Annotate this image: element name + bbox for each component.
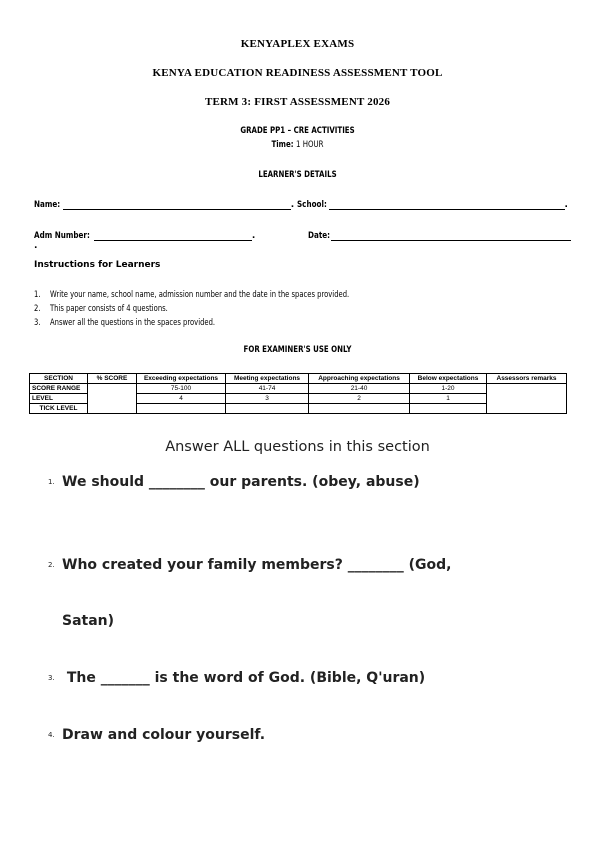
name-field[interactable] [63,200,291,210]
instructions-heading: Instructions for Learners [34,260,161,270]
table-cell: 1-20 [410,384,487,394]
question-text: We should ________ our parents. (obey, abuse) [62,474,420,490]
instruction-1: 1. Write your name, school name, admission number and the date in the spaces provided. [34,290,350,300]
exam-org-title: KENYAPLEX EXAMS [240,38,355,50]
school-label: School: [297,200,328,210]
table-cell: 3 [226,394,309,404]
tick-cell[interactable] [137,404,226,414]
grade-subject: GRADE PP1 – CRE ACTIVITIES [240,126,355,136]
table-cell: 1 [410,394,487,404]
question-2 [48,557,451,573]
assessment-tool-title: KENYA EDUCATION READINESS ASSESSMENT TOOL [152,67,443,79]
question-3 [48,670,425,686]
examiner-score-table [29,373,567,414]
learner-details-heading: LEARNER'S DETAILS [258,170,337,180]
school-field[interactable] [329,200,565,210]
percent-score-cell[interactable] [88,384,137,414]
table-header-cell: Meeting expectations [226,374,309,384]
table-header-cell: Below expectations [410,374,487,384]
table-cell: 21-40 [309,384,410,394]
question-text: The _______ is the word of God. (Bible, Q'uran) [62,670,426,686]
tick-cell[interactable] [226,404,309,414]
date-label: Date: [307,231,330,241]
question-2-continuation: Satan) [62,613,115,629]
table-header-cell: Approaching expectations [309,374,410,384]
tick-cell[interactable] [410,404,487,414]
question-1 [48,474,420,490]
row-label: TICK LEVEL [30,404,88,414]
name-label: Name: [34,200,61,210]
examiner-heading: FOR EXAMINER'S USE ONLY [243,345,352,355]
time-label: Time: [271,140,294,150]
question-number: 4. [48,731,55,739]
table-header-cell: Assessors remarks [487,374,567,384]
adm-number-label: Adm Number: [34,231,90,241]
table-cell: 41-74 [226,384,309,394]
tick-cell[interactable] [309,404,410,414]
question-text: Draw and colour yourself. [62,727,266,743]
table-cell: 75-100 [137,384,226,394]
time-value: 1 HOUR [296,140,324,150]
section-title: Answer ALL questions in this section [165,439,430,455]
table-cell: 2 [309,394,410,404]
date-field[interactable] [331,231,571,241]
table-cell: 4 [137,394,226,404]
adm-number-field[interactable] [94,231,252,241]
table-header-row [30,374,567,384]
table-header-cell: Exceeding expectations [137,374,226,384]
instruction-3: 3. Answer all the questions in the spaces provided. [34,318,216,328]
row-label: LEVEL [30,394,88,404]
instruction-2: 2. This paper consists of 4 questions. [34,304,168,314]
time-line [65,140,529,150]
row-label: SCORE RANGE [30,384,88,394]
question-text: Who created your family members? ________ (God, [62,557,452,573]
adm-date-row: Adm Number: . Date:. [34,231,574,251]
question-number: 3. [48,674,55,682]
term-title: TERM 3: FIRST ASSESSMENT 2026 [204,96,391,108]
name-school-row: Name: . School: . [34,200,568,210]
question-number: 1. [48,478,55,486]
assessors-remarks-cell[interactable] [487,384,567,414]
question-number: 2. [48,561,55,569]
question-4 [48,727,265,743]
table-header-cell: % SCORE [88,374,137,384]
table-row [30,384,567,394]
table-header-cell: SECTION [30,374,88,384]
